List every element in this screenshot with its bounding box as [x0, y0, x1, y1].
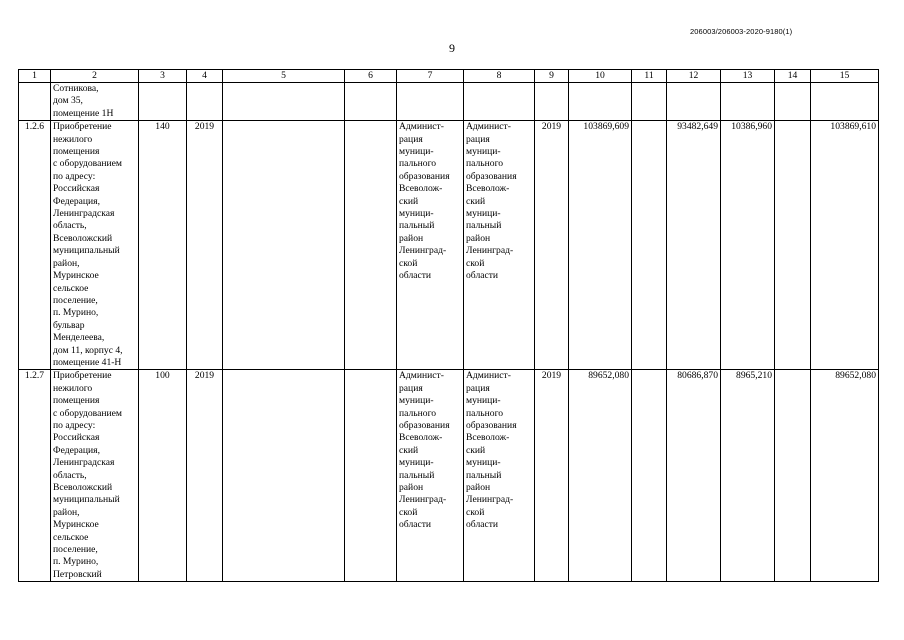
cell-col9 [535, 83, 569, 121]
description-cell: Сотникова, дом 35, помещение 1Н [51, 83, 139, 121]
cell-col3 [139, 83, 187, 121]
description-cell: Приобретение нежилого помещения с оборудованием по адресу: Российская Федерация, Ленинградская область, Всеволожский муниципальный район, Муринское сельское поселение, п. Мурино, Петровский [51, 370, 139, 582]
column-header: 11 [632, 70, 667, 83]
column-header: 1 [19, 70, 51, 83]
cell-col9: 2019 [535, 370, 569, 582]
cell-col6 [345, 83, 397, 121]
cell-col4: 2019 [187, 121, 223, 370]
column-header: 3 [139, 70, 187, 83]
table-row [19, 83, 879, 121]
cell-col15: 103869,610 [811, 121, 879, 370]
cell-col10 [569, 83, 632, 121]
cell-col11 [632, 83, 667, 121]
cell-col13 [721, 83, 775, 121]
cell-col15 [811, 83, 879, 121]
cell-col12: 80686,870 [667, 370, 721, 582]
cell-col7: Админист- рация муници- пального образования Всеволож- ский муници- пальный район Ленинград- ской области [397, 121, 464, 370]
cell-col12: 93482,649 [667, 121, 721, 370]
column-header: 12 [667, 70, 721, 83]
row-number-cell [19, 83, 51, 121]
column-header: 5 [223, 70, 345, 83]
column-header: 2 [51, 70, 139, 83]
cell-col4: 2019 [187, 370, 223, 582]
cell-col11 [632, 370, 667, 582]
column-header: 15 [811, 70, 879, 83]
column-header: 10 [569, 70, 632, 83]
cell-col15: 89652,080 [811, 370, 879, 582]
cell-col6 [345, 370, 397, 582]
cell-col6 [345, 121, 397, 370]
column-header: 4 [187, 70, 223, 83]
table-row [19, 370, 879, 582]
cell-col7 [397, 83, 464, 121]
column-header: 6 [345, 70, 397, 83]
cell-col14 [775, 121, 811, 370]
cell-col12 [667, 83, 721, 121]
data-table [18, 69, 879, 582]
page-number: 9 [449, 41, 455, 55]
cell-col10: 103869,609 [569, 121, 632, 370]
description-cell: Приобретение нежилого помещения с оборудованием по адресу: Российская Федерация, Ленинградская область, Всеволожский муниципальный район, Муринское сельское поселение, п. Мурино, бульвар Менделеева, дом 11, корпус 4, помещение 41-Н [51, 121, 139, 370]
cell-col5 [223, 83, 345, 121]
cell-col5 [223, 121, 345, 370]
cell-col5 [223, 370, 345, 582]
cell-col8: Админист- рация муници- пального образования Всеволож- ский муници- пальный район Ленинград- ской области [464, 370, 535, 582]
header-row [19, 70, 879, 83]
cell-col8: Админист- рация муници- пального образования Всеволож- ский муници- пальный район Ленинград- ской области [464, 121, 535, 370]
cell-col4 [187, 83, 223, 121]
cell-col7: Админист- рация муници- пального образования Всеволож- ский муници- пальный район Ленинград- ской области [397, 370, 464, 582]
cell-col8 [464, 83, 535, 121]
cell-col11 [632, 121, 667, 370]
column-header: 7 [397, 70, 464, 83]
cell-col14 [775, 83, 811, 121]
cell-col3: 140 [139, 121, 187, 370]
row-number-cell: 1.2.7 [19, 370, 51, 582]
column-header: 13 [721, 70, 775, 83]
document-registration-number: 206003/206003-2020-9180(1) [690, 27, 793, 36]
column-header: 8 [464, 70, 535, 83]
column-header: 9 [535, 70, 569, 83]
cell-col13: 10386,960 [721, 121, 775, 370]
table-row [19, 121, 879, 370]
row-number-cell: 1.2.6 [19, 121, 51, 370]
column-header: 14 [775, 70, 811, 83]
cell-col9: 2019 [535, 121, 569, 370]
cell-col13: 8965,210 [721, 370, 775, 582]
cell-col3: 100 [139, 370, 187, 582]
cell-col14 [775, 370, 811, 582]
cell-col10: 89652,080 [569, 370, 632, 582]
